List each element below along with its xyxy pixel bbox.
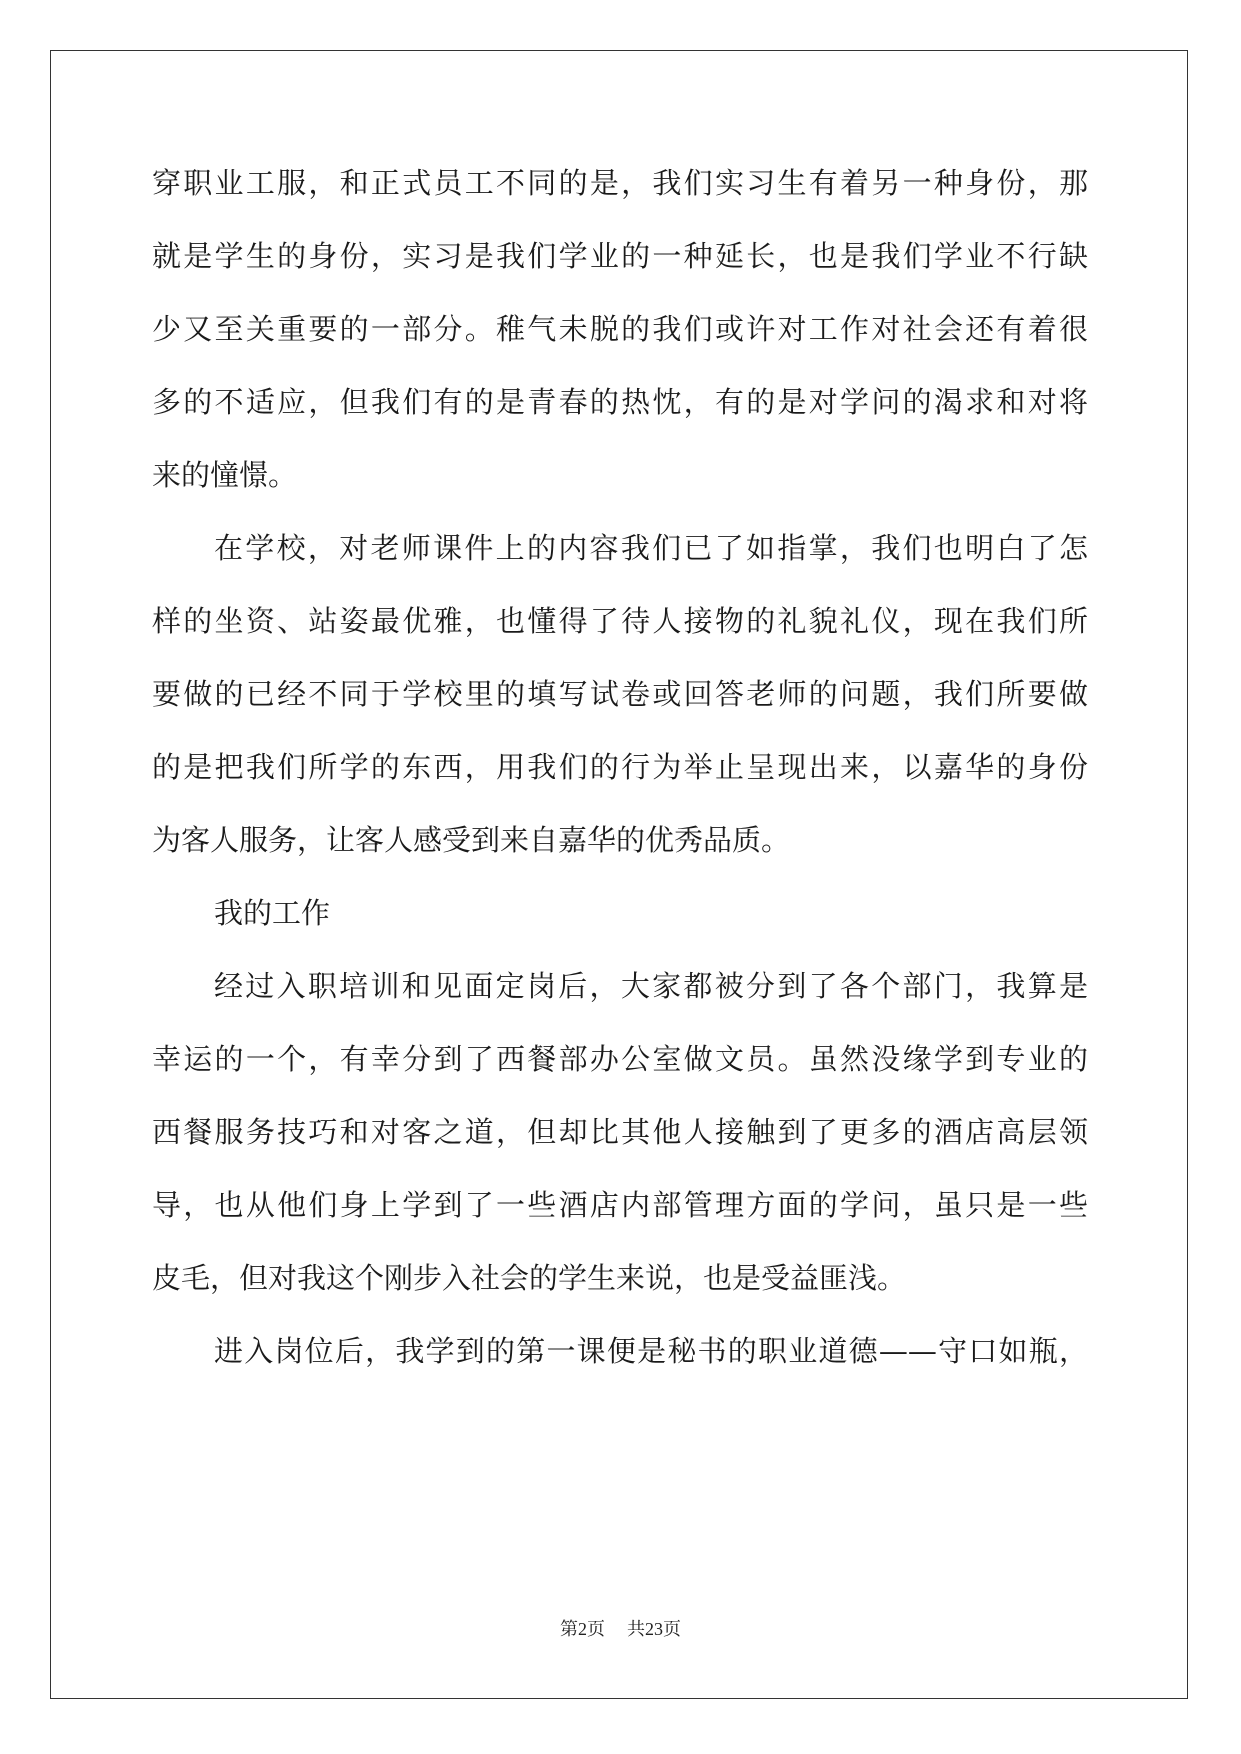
page-total: 23 (645, 1619, 663, 1639)
body-line-9: 的是把我们所学的东西，用我们的行为举止呈现出来，以嘉华的身份 (152, 750, 1088, 784)
body-line-7: 样的坐资、站姿最优雅，也懂得了待人接物的礼貌礼仪，现在我们所 (152, 604, 1088, 638)
body-line-16: 皮毛，但对我这个刚步入社会的学生来说，也是受益匪浅。 (152, 1261, 907, 1295)
body-line-8: 要做的已经不同于学校里的填写试卷或回答老师的问题，我们所要做 (152, 677, 1088, 711)
page-number: 2 (578, 1619, 587, 1639)
body-line-17: 进入岗位后，我学到的第一课便是秘书的职业道德——守口如瓶， (214, 1334, 1088, 1368)
body-line-15: 导，也从他们身上学到了一些酒店内部管理方面的学问，虽只是一些 (152, 1188, 1088, 1222)
page-prefix: 第 (560, 1619, 578, 1640)
total-prefix: 共 (627, 1619, 645, 1640)
body-line-1: 穿职业工服，和正式员工不同的是，我们实习生有着另一种身份，那 (152, 166, 1088, 200)
body-line-4: 多的不适应，但我们有的是青春的热忱，有的是对学问的渴求和对将 (152, 385, 1088, 419)
body-line-13: 幸运的一个，有幸分到了西餐部办公室做文员。虽然没缘学到专业的 (152, 1042, 1088, 1076)
body-line-12: 经过入职培训和见面定岗后，大家都被分到了各个部门，我算是 (214, 969, 1088, 1003)
body-line-5: 来的憧憬。 (152, 458, 298, 492)
total-suffix: 页 (663, 1619, 681, 1640)
body-line-3: 少又至关重要的一部分。稚气未脱的我们或许对工作对社会还有着很 (152, 312, 1088, 346)
section-heading: 我的工作 (214, 896, 331, 930)
page-footer (0, 1617, 1241, 1642)
body-line-6: 在学校，对老师课件上的内容我们已了如指掌，我们也明白了怎 (214, 531, 1088, 565)
body-line-10: 为客人服务，让客人感受到来自嘉华的优秀品质。 (152, 823, 791, 857)
page-suffix: 页 (587, 1619, 605, 1640)
page-border (50, 50, 1188, 1699)
body-line-14: 西餐服务技巧和对客之道，但却比其他人接触到了更多的酒店高层领 (152, 1115, 1088, 1149)
body-line-2: 就是学生的身份，实习是我们学业的一种延长，也是我们学业不行缺 (152, 239, 1088, 273)
